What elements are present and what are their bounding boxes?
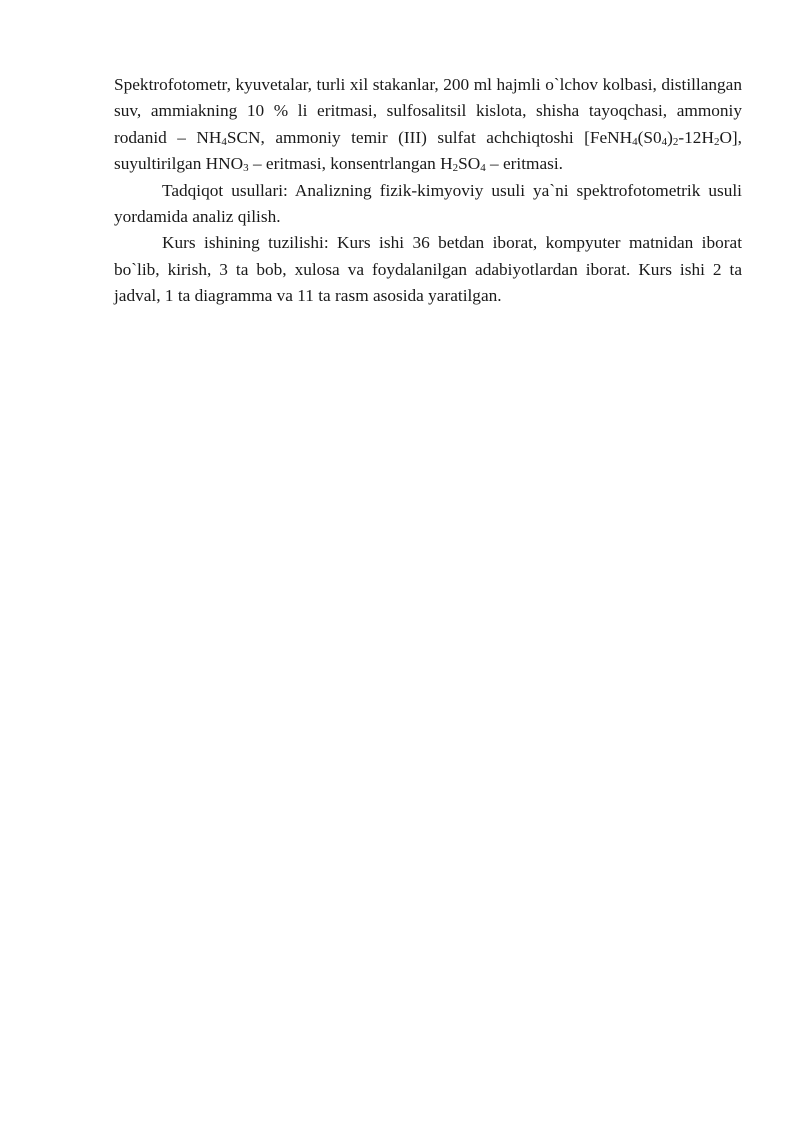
text-run: – eritmasi, konsentrlangan H xyxy=(248,154,453,174)
subscript-text: 2 xyxy=(452,162,459,175)
text-run: ) xyxy=(667,127,673,147)
text-run: Tadqiqot usullari: Analizning fizik-kimyoviy usuli ya`ni spektrofotometrik usuli yordamida analiz qilish. xyxy=(114,180,742,227)
subscript-text: 4 xyxy=(632,135,638,148)
subscript-text: 4 xyxy=(221,135,227,148)
text-run: O], suyultirilgan HNO xyxy=(114,127,742,174)
document-body xyxy=(114,72,742,310)
text-run: Kurs ishining tuzilishi: Kurs ishi 36 betdan iborat, kompyuter matnidan iborat bo`lib, kirish, 3 ta bob, xulosa va foydalanilgan adabiyotlardan iborat. Kurs ishi 2 ta jadval, 1 ta diagramma va 11 ta rasm asosida yaratilgan. xyxy=(114,233,742,306)
text-run: – eritmasi. xyxy=(485,154,563,174)
subscript-text: 4 xyxy=(480,162,486,175)
text-run: SCN, ammoniy temir (III) sulfat achchiqtoshi [FeNH xyxy=(226,127,633,147)
subscript-text: 3 xyxy=(243,162,249,175)
paragraph xyxy=(114,178,742,231)
subscript-text: 2 xyxy=(713,135,720,148)
subscript-text: 2 xyxy=(672,135,679,148)
text-run: (S0 xyxy=(637,127,662,147)
subscript-text: 4 xyxy=(661,135,668,148)
text-run: -12H xyxy=(678,127,714,147)
paragraph xyxy=(114,230,742,309)
text-run: SO xyxy=(458,154,481,174)
text-run: Spektrofotometr, kyuvetalar, turli xil stakanlar, 200 ml hajmli o`lchov kolbasi, distillangan suv, ammiakning 10 % li eritmasi, sulfosalitsil kislota, shisha tayoqchasi, ammoniy rodanid – NH xyxy=(114,75,742,147)
paragraph xyxy=(114,72,742,178)
